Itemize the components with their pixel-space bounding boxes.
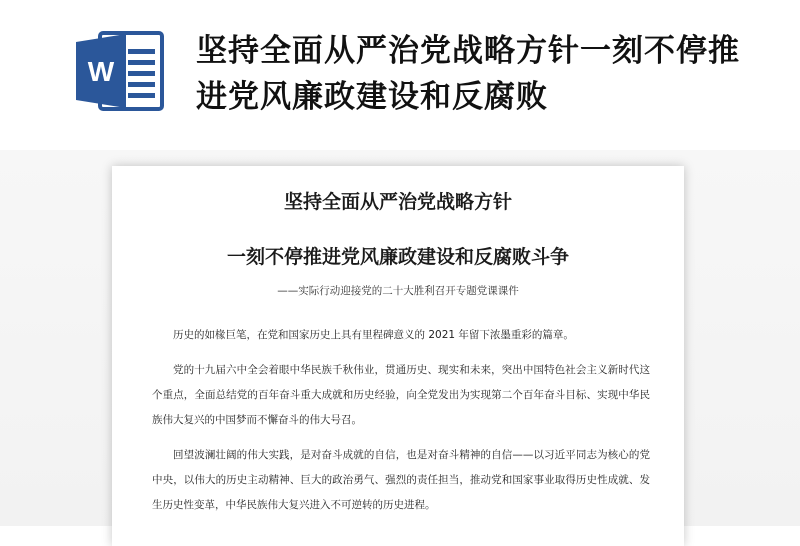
document-title-line2: 一刻不停推进党风廉政建设和反腐败斗争	[226, 246, 569, 268]
paragraph-3: 回望波澜壮阔的伟大实践，是对奋斗成就的自信，也是对奋斗精神的自信——以习近平同志为核心的党中央，以伟大的历史主动精神、巨大的政治勇气、强烈的责任担当，推动党和国家事业取得历史性成就、发生历史性变革，中华民族伟大复兴进入不可逆转的历史进程。	[152, 449, 650, 511]
document-subtitle: ——实际行动迎接党的二十大胜利召开专题党课课件	[277, 285, 519, 297]
paragraph-1: 历史的如椽巨笔，在党和国家历史上具有里程碑意义的 2021 年留下浓墨重彩的篇章。	[173, 329, 574, 341]
paragraph-2: 党的十九届六中全会着眼中华民族千秋伟业，贯通历史、现实和未来，突出中国特色社会主义新时代这个重点，全面总结党的百年奋斗重大成就和历史经验，向全党发出为实现第二个百年奋斗目标、实现中华民族伟大复兴的中国梦而不懈奋斗的伟大号召。	[152, 364, 650, 426]
word-icon-letter: W	[87, 56, 115, 87]
document-title-line1: 坚持全面从严治党战略方针	[283, 191, 512, 213]
word-document-icon	[76, 30, 164, 112]
header-banner	[0, 0, 800, 150]
document-page	[112, 166, 684, 546]
page-title: 坚持全面从严治党战略方针一刻不停推进党风廉政建设和反腐败	[196, 33, 740, 115]
